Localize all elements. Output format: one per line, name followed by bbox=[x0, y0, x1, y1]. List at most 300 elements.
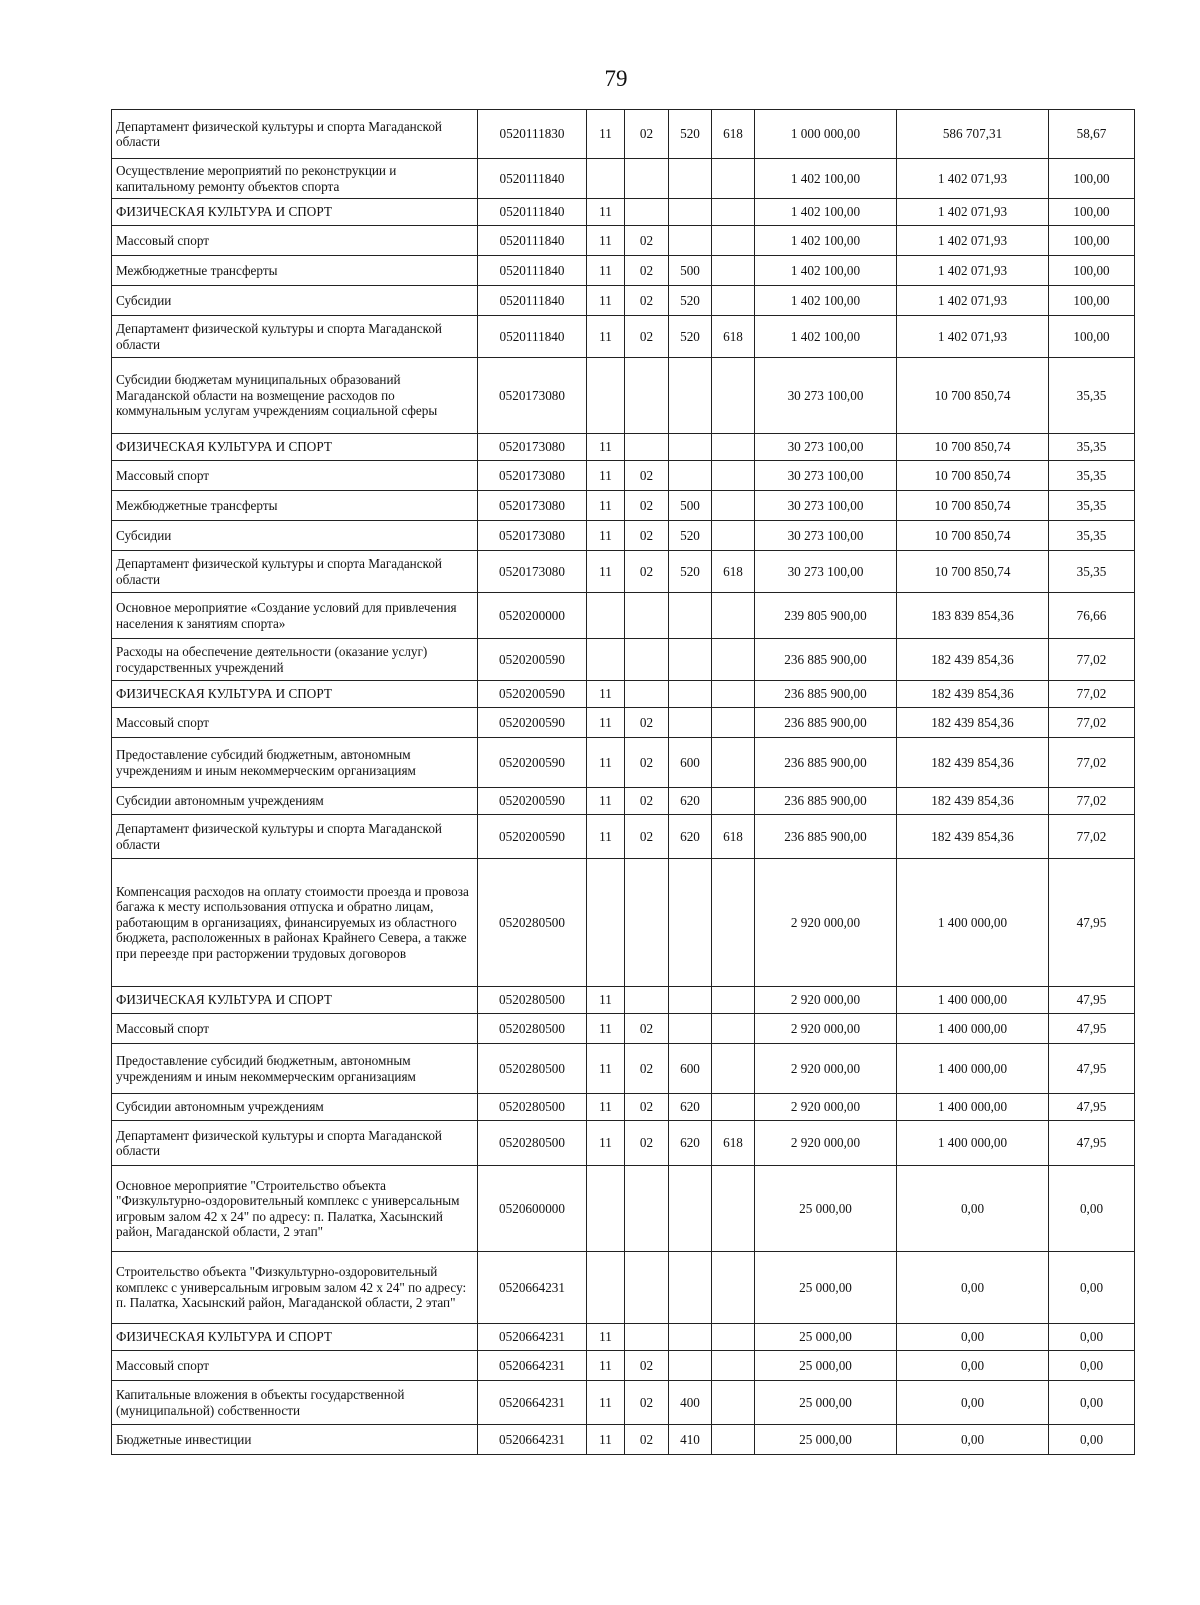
administrator-cell bbox=[712, 256, 755, 286]
percent-cell: 100,00 bbox=[1049, 199, 1135, 226]
administrator-cell bbox=[712, 987, 755, 1014]
subsection-cell: 02 bbox=[625, 1381, 669, 1425]
table-row bbox=[112, 1014, 1135, 1044]
row-name-cell: Предоставление субсидий бюджетным, автономным учреждениям и иным некоммерческим организациям bbox=[112, 738, 478, 788]
target-article-cell: 0520280500 bbox=[478, 1044, 587, 1094]
subsection-cell bbox=[625, 1324, 669, 1351]
section-cell: 11 bbox=[587, 199, 625, 226]
page-number: 79 bbox=[604, 66, 628, 91]
planned-amount-cell: 236 885 900,00 bbox=[755, 681, 897, 708]
table-row bbox=[112, 1252, 1135, 1324]
target-article-cell: 0520664231 bbox=[478, 1381, 587, 1425]
row-name-cell: Компенсация расходов на оплату стоимости проезда и провоза багажа к месту использования отпуска и обратно лицам, работающим в организациях, финансируемых из областного бюджета, расположенных в районах Крайнего Севера, а также при переезде при расторжении трудовых договоров bbox=[112, 859, 478, 987]
percent-cell: 0,00 bbox=[1049, 1381, 1135, 1425]
section-cell: 11 bbox=[587, 738, 625, 788]
percent-cell: 100,00 bbox=[1049, 286, 1135, 316]
administrator-cell bbox=[712, 434, 755, 461]
target-article-cell: 0520173080 bbox=[478, 358, 587, 434]
expense-type-cell bbox=[669, 1351, 712, 1381]
subsection-cell: 02 bbox=[625, 1044, 669, 1094]
section-cell: 11 bbox=[587, 815, 625, 859]
target-article-cell: 0520111840 bbox=[478, 316, 587, 358]
section-cell bbox=[587, 593, 625, 639]
planned-amount-cell: 236 885 900,00 bbox=[755, 738, 897, 788]
subsection-cell: 02 bbox=[625, 815, 669, 859]
administrator-cell: 618 bbox=[712, 1121, 755, 1166]
subsection-cell: 02 bbox=[625, 1425, 669, 1455]
planned-amount-cell: 2 920 000,00 bbox=[755, 1121, 897, 1166]
administrator-cell bbox=[712, 593, 755, 639]
table-row bbox=[112, 110, 1135, 159]
subsection-cell bbox=[625, 987, 669, 1014]
section-cell: 11 bbox=[587, 1014, 625, 1044]
row-name-cell: Субсидии бюджетам муниципальных образований Магаданской области на возмещение расходов по коммунальным услугам учреждениям социальной сферы bbox=[112, 358, 478, 434]
administrator-cell bbox=[712, 1044, 755, 1094]
table-row bbox=[112, 1381, 1135, 1425]
row-name-cell: Департамент физической культуры и спорта Магаданской области bbox=[112, 1121, 478, 1166]
expense-type-cell bbox=[669, 1252, 712, 1324]
administrator-cell bbox=[712, 681, 755, 708]
expense-type-cell bbox=[669, 199, 712, 226]
administrator-cell bbox=[712, 1381, 755, 1425]
percent-cell: 58,67 bbox=[1049, 110, 1135, 159]
target-article-cell: 0520600000 bbox=[478, 1166, 587, 1252]
target-article-cell: 0520200590 bbox=[478, 639, 587, 681]
table-row bbox=[112, 491, 1135, 521]
administrator-cell bbox=[712, 358, 755, 434]
expense-type-cell bbox=[669, 159, 712, 199]
executed-amount-cell: 1 400 000,00 bbox=[897, 987, 1049, 1014]
target-article-cell: 0520173080 bbox=[478, 461, 587, 491]
subsection-cell: 02 bbox=[625, 1014, 669, 1044]
expense-type-cell bbox=[669, 434, 712, 461]
table-row bbox=[112, 593, 1135, 639]
table-row bbox=[112, 639, 1135, 681]
executed-amount-cell: 1 402 071,93 bbox=[897, 199, 1049, 226]
planned-amount-cell: 2 920 000,00 bbox=[755, 859, 897, 987]
executed-amount-cell: 182 439 854,36 bbox=[897, 639, 1049, 681]
section-cell: 11 bbox=[587, 1381, 625, 1425]
section-cell: 11 bbox=[587, 708, 625, 738]
planned-amount-cell: 236 885 900,00 bbox=[755, 815, 897, 859]
expense-type-cell bbox=[669, 593, 712, 639]
planned-amount-cell: 30 273 100,00 bbox=[755, 461, 897, 491]
executed-amount-cell: 0,00 bbox=[897, 1166, 1049, 1252]
row-name-cell: Массовый спорт bbox=[112, 226, 478, 256]
subsection-cell: 02 bbox=[625, 1121, 669, 1166]
percent-cell: 0,00 bbox=[1049, 1425, 1135, 1455]
table-row bbox=[112, 316, 1135, 358]
planned-amount-cell: 2 920 000,00 bbox=[755, 987, 897, 1014]
row-name-cell: ФИЗИЧЕСКАЯ КУЛЬТУРА И СПОРТ bbox=[112, 199, 478, 226]
planned-amount-cell: 25 000,00 bbox=[755, 1324, 897, 1351]
administrator-cell bbox=[712, 159, 755, 199]
executed-amount-cell: 1 402 071,93 bbox=[897, 286, 1049, 316]
target-article-cell: 0520200590 bbox=[478, 708, 587, 738]
planned-amount-cell: 236 885 900,00 bbox=[755, 708, 897, 738]
executed-amount-cell: 182 439 854,36 bbox=[897, 708, 1049, 738]
administrator-cell bbox=[712, 286, 755, 316]
administrator-cell bbox=[712, 1166, 755, 1252]
planned-amount-cell: 2 920 000,00 bbox=[755, 1014, 897, 1044]
table-row bbox=[112, 987, 1135, 1014]
section-cell: 11 bbox=[587, 461, 625, 491]
section-cell: 11 bbox=[587, 1094, 625, 1121]
executed-amount-cell: 182 439 854,36 bbox=[897, 788, 1049, 815]
target-article-cell: 0520173080 bbox=[478, 551, 587, 593]
section-cell bbox=[587, 859, 625, 987]
section-cell: 11 bbox=[587, 1324, 625, 1351]
subsection-cell: 02 bbox=[625, 708, 669, 738]
subsection-cell: 02 bbox=[625, 110, 669, 159]
executed-amount-cell: 586 707,31 bbox=[897, 110, 1049, 159]
row-name-cell: Предоставление субсидий бюджетным, автономным учреждениям и иным некоммерческим организациям bbox=[112, 1044, 478, 1094]
percent-cell: 77,02 bbox=[1049, 639, 1135, 681]
target-article-cell: 0520664231 bbox=[478, 1351, 587, 1381]
row-name-cell: Массовый спорт bbox=[112, 1351, 478, 1381]
planned-amount-cell: 30 273 100,00 bbox=[755, 358, 897, 434]
table-body bbox=[112, 110, 1135, 1455]
row-name-cell: ФИЗИЧЕСКАЯ КУЛЬТУРА И СПОРТ bbox=[112, 681, 478, 708]
table-row bbox=[112, 226, 1135, 256]
executed-amount-cell: 0,00 bbox=[897, 1381, 1049, 1425]
percent-cell: 77,02 bbox=[1049, 788, 1135, 815]
table-row bbox=[112, 1094, 1135, 1121]
percent-cell: 100,00 bbox=[1049, 159, 1135, 199]
target-article-cell: 0520173080 bbox=[478, 521, 587, 551]
target-article-cell: 0520664231 bbox=[478, 1425, 587, 1455]
administrator-cell: 618 bbox=[712, 551, 755, 593]
expense-type-cell: 520 bbox=[669, 551, 712, 593]
percent-cell: 77,02 bbox=[1049, 708, 1135, 738]
row-name-cell: Департамент физической культуры и спорта Магаданской области bbox=[112, 815, 478, 859]
expense-type-cell: 620 bbox=[669, 815, 712, 859]
expense-type-cell: 600 bbox=[669, 1044, 712, 1094]
row-name-cell: Расходы на обеспечение деятельности (оказание услуг) государственных учреждений bbox=[112, 639, 478, 681]
expense-type-cell: 520 bbox=[669, 110, 712, 159]
executed-amount-cell: 182 439 854,36 bbox=[897, 815, 1049, 859]
target-article-cell: 0520200590 bbox=[478, 788, 587, 815]
expense-type-cell: 620 bbox=[669, 1094, 712, 1121]
table-row bbox=[112, 1351, 1135, 1381]
row-name-cell: Массовый спорт bbox=[112, 1014, 478, 1044]
subsection-cell bbox=[625, 859, 669, 987]
administrator-cell: 618 bbox=[712, 110, 755, 159]
target-article-cell: 0520280500 bbox=[478, 859, 587, 987]
percent-cell: 0,00 bbox=[1049, 1324, 1135, 1351]
percent-cell: 0,00 bbox=[1049, 1351, 1135, 1381]
table-row bbox=[112, 159, 1135, 199]
percent-cell: 47,95 bbox=[1049, 859, 1135, 987]
percent-cell: 35,35 bbox=[1049, 551, 1135, 593]
percent-cell: 100,00 bbox=[1049, 316, 1135, 358]
table-row bbox=[112, 788, 1135, 815]
planned-amount-cell: 25 000,00 bbox=[755, 1351, 897, 1381]
target-article-cell: 0520664231 bbox=[478, 1252, 587, 1324]
target-article-cell: 0520173080 bbox=[478, 434, 587, 461]
percent-cell: 77,02 bbox=[1049, 738, 1135, 788]
section-cell: 11 bbox=[587, 226, 625, 256]
section-cell bbox=[587, 159, 625, 199]
administrator-cell bbox=[712, 639, 755, 681]
expense-type-cell: 520 bbox=[669, 286, 712, 316]
row-name-cell: Осуществление мероприятий по реконструкции и капитальному ремонту объектов спорта bbox=[112, 159, 478, 199]
percent-cell: 35,35 bbox=[1049, 434, 1135, 461]
administrator-cell bbox=[712, 461, 755, 491]
planned-amount-cell: 1 402 100,00 bbox=[755, 226, 897, 256]
table-row bbox=[112, 551, 1135, 593]
row-name-cell: ФИЗИЧЕСКАЯ КУЛЬТУРА И СПОРТ bbox=[112, 434, 478, 461]
percent-cell: 0,00 bbox=[1049, 1166, 1135, 1252]
row-name-cell: Субсидии автономным учреждениям bbox=[112, 1094, 478, 1121]
row-name-cell: Основное мероприятие "Строительство объекта "Физкультурно-оздоровительный комплекс с универсальным игровым залом 42 х 24" по адресу: п. Палатка, Хасынский район, Магаданской области, 2 этап" bbox=[112, 1166, 478, 1252]
subsection-cell: 02 bbox=[625, 788, 669, 815]
executed-amount-cell: 1 400 000,00 bbox=[897, 1044, 1049, 1094]
subsection-cell: 02 bbox=[625, 521, 669, 551]
subsection-cell: 02 bbox=[625, 1094, 669, 1121]
row-name-cell: Межбюджетные трансферты bbox=[112, 256, 478, 286]
section-cell: 11 bbox=[587, 110, 625, 159]
table-row bbox=[112, 358, 1135, 434]
target-article-cell: 0520664231 bbox=[478, 1324, 587, 1351]
table-row bbox=[112, 681, 1135, 708]
administrator-cell bbox=[712, 1014, 755, 1044]
administrator-cell bbox=[712, 491, 755, 521]
administrator-cell bbox=[712, 199, 755, 226]
percent-cell: 47,95 bbox=[1049, 987, 1135, 1014]
percent-cell: 47,95 bbox=[1049, 1014, 1135, 1044]
executed-amount-cell: 10 700 850,74 bbox=[897, 434, 1049, 461]
section-cell: 11 bbox=[587, 521, 625, 551]
subsection-cell: 02 bbox=[625, 738, 669, 788]
executed-amount-cell: 183 839 854,36 bbox=[897, 593, 1049, 639]
subsection-cell: 02 bbox=[625, 491, 669, 521]
target-article-cell: 0520280500 bbox=[478, 987, 587, 1014]
expense-type-cell: 500 bbox=[669, 491, 712, 521]
subsection-cell: 02 bbox=[625, 286, 669, 316]
administrator-cell: 618 bbox=[712, 815, 755, 859]
section-cell bbox=[587, 1252, 625, 1324]
section-cell: 11 bbox=[587, 491, 625, 521]
table-row bbox=[112, 1166, 1135, 1252]
expense-type-cell bbox=[669, 226, 712, 256]
expense-type-cell bbox=[669, 681, 712, 708]
planned-amount-cell: 236 885 900,00 bbox=[755, 788, 897, 815]
section-cell bbox=[587, 1166, 625, 1252]
subsection-cell bbox=[625, 199, 669, 226]
row-name-cell: Департамент физической культуры и спорта Магаданской области bbox=[112, 110, 478, 159]
target-article-cell: 0520111830 bbox=[478, 110, 587, 159]
planned-amount-cell: 2 920 000,00 bbox=[755, 1094, 897, 1121]
subsection-cell bbox=[625, 1252, 669, 1324]
planned-amount-cell: 1 000 000,00 bbox=[755, 110, 897, 159]
executed-amount-cell: 1 400 000,00 bbox=[897, 1094, 1049, 1121]
section-cell: 11 bbox=[587, 1425, 625, 1455]
planned-amount-cell: 2 920 000,00 bbox=[755, 1044, 897, 1094]
planned-amount-cell: 30 273 100,00 bbox=[755, 521, 897, 551]
executed-amount-cell: 0,00 bbox=[897, 1252, 1049, 1324]
row-name-cell: Межбюджетные трансферты bbox=[112, 491, 478, 521]
subsection-cell: 02 bbox=[625, 461, 669, 491]
table-row bbox=[112, 1425, 1135, 1455]
table-row bbox=[112, 521, 1135, 551]
target-article-cell: 0520111840 bbox=[478, 256, 587, 286]
expense-type-cell: 500 bbox=[669, 256, 712, 286]
section-cell bbox=[587, 639, 625, 681]
expense-type-cell: 600 bbox=[669, 738, 712, 788]
row-name-cell: Бюджетные инвестиции bbox=[112, 1425, 478, 1455]
target-article-cell: 0520200000 bbox=[478, 593, 587, 639]
target-article-cell: 0520280500 bbox=[478, 1014, 587, 1044]
executed-amount-cell: 182 439 854,36 bbox=[897, 681, 1049, 708]
percent-cell: 76,66 bbox=[1049, 593, 1135, 639]
planned-amount-cell: 30 273 100,00 bbox=[755, 491, 897, 521]
subsection-cell bbox=[625, 434, 669, 461]
executed-amount-cell: 10 700 850,74 bbox=[897, 551, 1049, 593]
row-name-cell: Капитальные вложения в объекты государственной (муниципальной) собственности bbox=[112, 1381, 478, 1425]
executed-amount-cell: 10 700 850,74 bbox=[897, 461, 1049, 491]
subsection-cell: 02 bbox=[625, 316, 669, 358]
planned-amount-cell: 25 000,00 bbox=[755, 1425, 897, 1455]
target-article-cell: 0520173080 bbox=[478, 491, 587, 521]
row-name-cell: Массовый спорт bbox=[112, 708, 478, 738]
expense-type-cell: 410 bbox=[669, 1425, 712, 1455]
administrator-cell: 618 bbox=[712, 316, 755, 358]
administrator-cell bbox=[712, 1351, 755, 1381]
row-name-cell: Строительство объекта "Физкультурно-оздоровительный комплекс с универсальным игровым залом 42 х 24" по адресу: п. Палатка, Хасынский район, Магаданской области, 2 этап" bbox=[112, 1252, 478, 1324]
section-cell: 11 bbox=[587, 1044, 625, 1094]
section-cell: 11 bbox=[587, 316, 625, 358]
target-article-cell: 0520200590 bbox=[478, 681, 587, 708]
percent-cell: 35,35 bbox=[1049, 358, 1135, 434]
administrator-cell bbox=[712, 859, 755, 987]
percent-cell: 77,02 bbox=[1049, 815, 1135, 859]
table-row bbox=[112, 434, 1135, 461]
section-cell: 11 bbox=[587, 788, 625, 815]
table-row bbox=[112, 1324, 1135, 1351]
executed-amount-cell: 0,00 bbox=[897, 1425, 1049, 1455]
section-cell: 11 bbox=[587, 256, 625, 286]
target-article-cell: 0520111840 bbox=[478, 159, 587, 199]
expense-type-cell bbox=[669, 461, 712, 491]
administrator-cell bbox=[712, 226, 755, 256]
target-article-cell: 0520111840 bbox=[478, 199, 587, 226]
row-name-cell: ФИЗИЧЕСКАЯ КУЛЬТУРА И СПОРТ bbox=[112, 987, 478, 1014]
planned-amount-cell: 1 402 100,00 bbox=[755, 159, 897, 199]
row-name-cell: Субсидии автономным учреждениям bbox=[112, 788, 478, 815]
section-cell: 11 bbox=[587, 434, 625, 461]
table-row bbox=[112, 708, 1135, 738]
planned-amount-cell: 30 273 100,00 bbox=[755, 434, 897, 461]
row-name-cell: ФИЗИЧЕСКАЯ КУЛЬТУРА И СПОРТ bbox=[112, 1324, 478, 1351]
administrator-cell bbox=[712, 521, 755, 551]
table-row bbox=[112, 815, 1135, 859]
section-cell: 11 bbox=[587, 987, 625, 1014]
executed-amount-cell: 1 400 000,00 bbox=[897, 859, 1049, 987]
target-article-cell: 0520280500 bbox=[478, 1094, 587, 1121]
expense-type-cell bbox=[669, 1014, 712, 1044]
administrator-cell bbox=[712, 788, 755, 815]
planned-amount-cell: 30 273 100,00 bbox=[755, 551, 897, 593]
subsection-cell bbox=[625, 681, 669, 708]
row-name-cell: Массовый спорт bbox=[112, 461, 478, 491]
subsection-cell bbox=[625, 1166, 669, 1252]
row-name-cell: Департамент физической культуры и спорта Магаданской области bbox=[112, 551, 478, 593]
executed-amount-cell: 1 402 071,93 bbox=[897, 159, 1049, 199]
percent-cell: 35,35 bbox=[1049, 491, 1135, 521]
executed-amount-cell: 0,00 bbox=[897, 1324, 1049, 1351]
expense-type-cell: 520 bbox=[669, 316, 712, 358]
expense-type-cell: 400 bbox=[669, 1381, 712, 1425]
target-article-cell: 0520200590 bbox=[478, 738, 587, 788]
table-row bbox=[112, 199, 1135, 226]
administrator-cell bbox=[712, 738, 755, 788]
percent-cell: 100,00 bbox=[1049, 226, 1135, 256]
table-row bbox=[112, 1044, 1135, 1094]
administrator-cell bbox=[712, 1425, 755, 1455]
subsection-cell: 02 bbox=[625, 226, 669, 256]
planned-amount-cell: 1 402 100,00 bbox=[755, 316, 897, 358]
planned-amount-cell: 1 402 100,00 bbox=[755, 256, 897, 286]
section-cell: 11 bbox=[587, 551, 625, 593]
table-row bbox=[112, 286, 1135, 316]
expense-type-cell bbox=[669, 859, 712, 987]
subsection-cell bbox=[625, 159, 669, 199]
section-cell: 11 bbox=[587, 1351, 625, 1381]
percent-cell: 35,35 bbox=[1049, 521, 1135, 551]
table-row bbox=[112, 1121, 1135, 1166]
expense-type-cell bbox=[669, 987, 712, 1014]
executed-amount-cell: 1 400 000,00 bbox=[897, 1014, 1049, 1044]
row-name-cell: Субсидии bbox=[112, 286, 478, 316]
row-name-cell: Департамент физической культуры и спорта Магаданской области bbox=[112, 316, 478, 358]
expense-type-cell: 620 bbox=[669, 1121, 712, 1166]
subsection-cell: 02 bbox=[625, 551, 669, 593]
administrator-cell bbox=[712, 1094, 755, 1121]
section-cell: 11 bbox=[587, 286, 625, 316]
subsection-cell: 02 bbox=[625, 1351, 669, 1381]
percent-cell: 100,00 bbox=[1049, 256, 1135, 286]
row-name-cell: Субсидии bbox=[112, 521, 478, 551]
planned-amount-cell: 239 805 900,00 bbox=[755, 593, 897, 639]
executed-amount-cell: 10 700 850,74 bbox=[897, 521, 1049, 551]
subsection-cell bbox=[625, 358, 669, 434]
expense-type-cell: 520 bbox=[669, 521, 712, 551]
table-row bbox=[112, 461, 1135, 491]
percent-cell: 47,95 bbox=[1049, 1094, 1135, 1121]
subsection-cell bbox=[625, 639, 669, 681]
executed-amount-cell: 1 402 071,93 bbox=[897, 316, 1049, 358]
subsection-cell: 02 bbox=[625, 256, 669, 286]
subsection-cell bbox=[625, 593, 669, 639]
percent-cell: 0,00 bbox=[1049, 1252, 1135, 1324]
section-cell bbox=[587, 358, 625, 434]
executed-amount-cell: 1 402 071,93 bbox=[897, 256, 1049, 286]
planned-amount-cell: 25 000,00 bbox=[755, 1381, 897, 1425]
section-cell: 11 bbox=[587, 1121, 625, 1166]
planned-amount-cell: 1 402 100,00 bbox=[755, 286, 897, 316]
expense-type-cell bbox=[669, 708, 712, 738]
table-row bbox=[112, 859, 1135, 987]
table-row bbox=[112, 256, 1135, 286]
section-cell: 11 bbox=[587, 681, 625, 708]
administrator-cell bbox=[712, 1324, 755, 1351]
expense-type-cell bbox=[669, 1166, 712, 1252]
expense-type-cell bbox=[669, 1324, 712, 1351]
percent-cell: 35,35 bbox=[1049, 461, 1135, 491]
executed-amount-cell: 0,00 bbox=[897, 1351, 1049, 1381]
administrator-cell bbox=[712, 1252, 755, 1324]
